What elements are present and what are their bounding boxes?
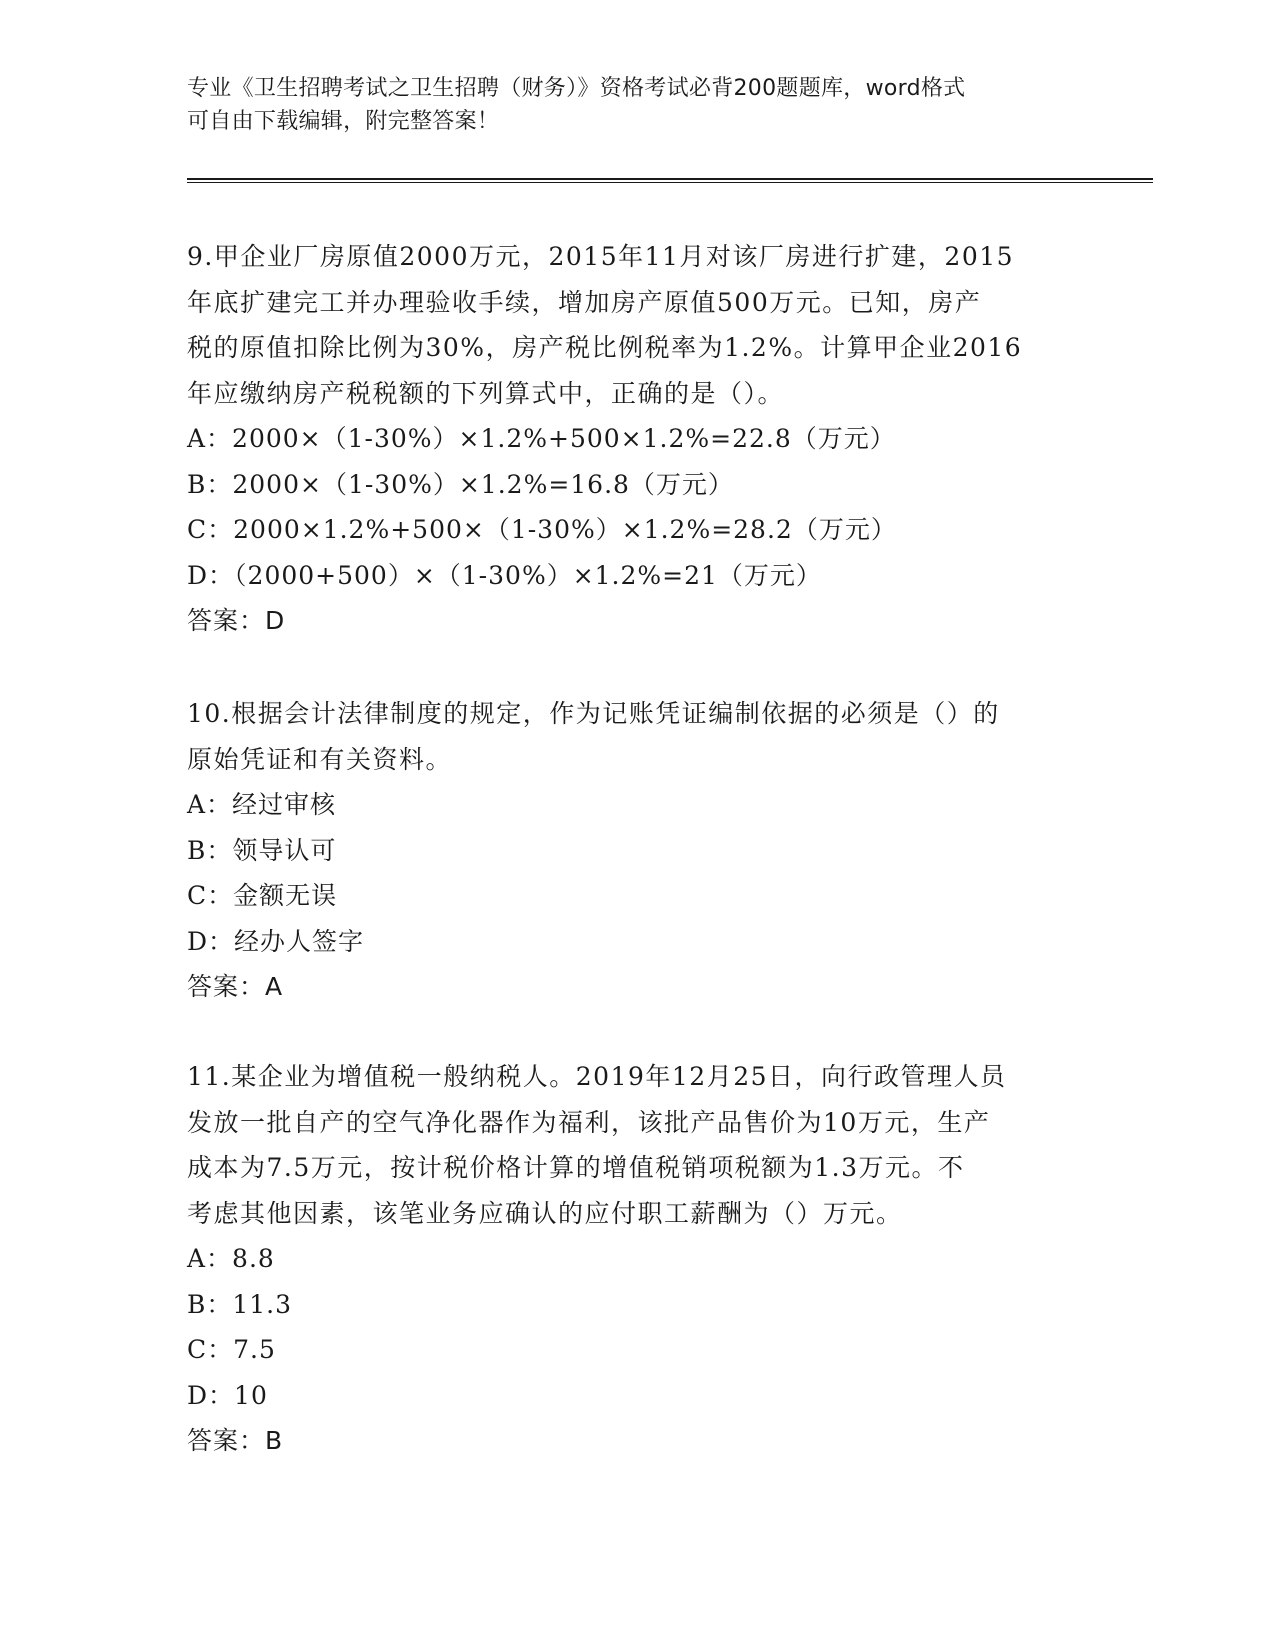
question-text-line: 税的原值扣除比例为30%，房产税比例税率为1.2%。计算甲企业2016	[187, 333, 1023, 362]
option-a: A：2000×（1-30%）×1.2%+500×1.2%=22.8（万元）	[187, 424, 896, 453]
option-b: B：领导认可	[187, 835, 337, 865]
option-a: A：8.8	[187, 1244, 275, 1273]
answer-label: 答案：D	[187, 606, 286, 635]
question-text-line: 成本为7.5万元，按计税价格计算的增值税销项税额为1.3万元。不	[187, 1153, 965, 1182]
option-b: B：11.3	[187, 1289, 293, 1319]
option-d: D：经办人签字	[187, 926, 365, 956]
option-c: C：7.5	[187, 1335, 276, 1364]
question-text-line: 原始凭证和有关资料。	[187, 744, 453, 774]
option-d: D：10	[187, 1380, 268, 1410]
question-text-line: 11.某企业为增值税一般纳税人。2019年12月25日，向行政管理人员	[187, 1062, 1007, 1091]
question-text-line: 年底扩建完工并办理验收手续，增加房产原值500万元。已知，房产	[187, 287, 982, 317]
option-c: C：金额无误	[187, 881, 338, 910]
question-10	[187, 691, 1087, 1010]
option-d: D：（2000+500）×（1-30%）×1.2%=21（万元）	[187, 560, 822, 590]
answer-label: 答案：B	[187, 1426, 284, 1455]
header-divider-thin	[187, 182, 1153, 183]
question-9	[187, 234, 1087, 644]
header-line-1: 专业《卫生招聘考试之卫生招聘（财务）》资格考试必背200题题库，word格式	[187, 76, 966, 101]
question-text-line: 10.根据会计法律制度的规定，作为记账凭证编制依据的必须是（）的	[187, 699, 1000, 728]
document-header	[187, 72, 1087, 138]
option-b: B：2000×（1-30%）×1.2%=16.8（万元）	[187, 469, 734, 499]
header-line-2: 可自由下载编辑，附完整答案！	[187, 109, 500, 134]
option-a: A：经过审核	[187, 790, 337, 819]
header-divider-thick	[187, 178, 1153, 180]
option-c: C：2000×1.2%+500×（1-30%）×1.2%=28.2（万元）	[187, 515, 897, 544]
question-text-line: 考虑其他因素，该笔业务应确认的应付职工薪酬为（）万元。	[187, 1198, 903, 1228]
question-11	[187, 1054, 1087, 1464]
question-text-line: 发放一批自产的空气净化器作为福利，该批产品售价为10万元，生产	[187, 1107, 991, 1137]
question-text-line: 年应缴纳房产税税额的下列算式中，正确的是（）。	[187, 378, 785, 408]
question-text-line: 9.甲企业厂房原值2000万元，2015年11月对该厂房进行扩建，2015	[187, 242, 1015, 271]
answer-label: 答案：A	[187, 972, 284, 1001]
